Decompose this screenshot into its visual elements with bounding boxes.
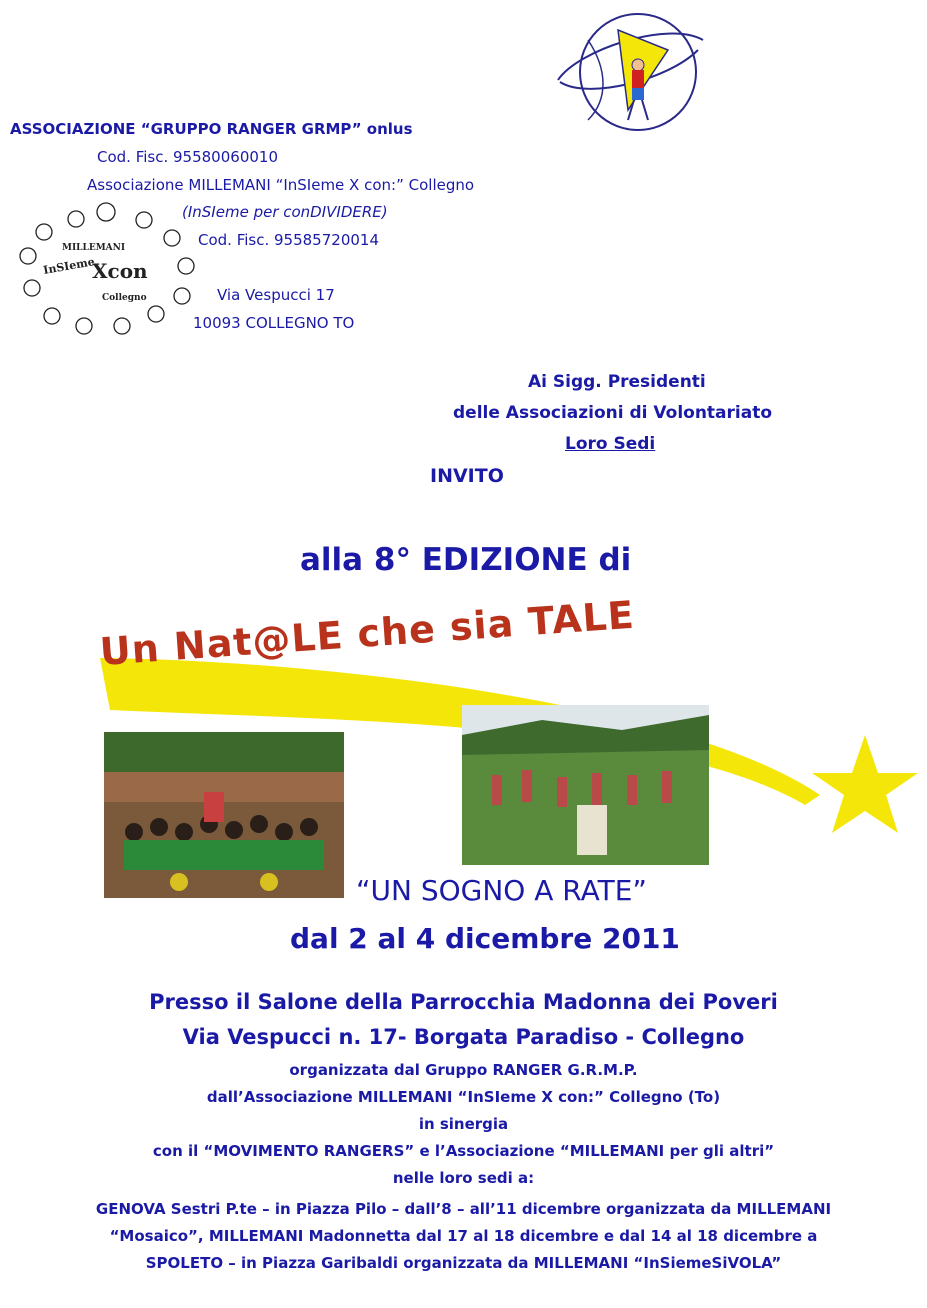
association-motto: (InSIeme per conDIVIDERE) xyxy=(182,203,388,221)
ranger-globe-logo xyxy=(548,10,708,135)
logo-collegno-text: Collegno xyxy=(102,293,147,303)
event-banner-title: Un Nat@LE che sia TALE xyxy=(98,592,637,674)
children-group-photo xyxy=(104,732,344,898)
organizer-line: in sinergia xyxy=(418,1115,509,1133)
tax-code-2: Cod. Fisc. 95585720014 xyxy=(198,231,379,249)
association-name: ASSOCIAZIONE “GRUPPO RANGER GRMP” onlus xyxy=(10,120,413,138)
outdoor-group-photo xyxy=(462,705,709,865)
invite-heading: INVITO xyxy=(430,465,504,487)
organizer-line: “Mosaico”, MILLEMANI Madonnetta dal 17 al 18 dicembre e dal 14 al 18 dicembre a xyxy=(109,1227,818,1245)
address-city: 10093 COLLEGNO TO xyxy=(193,314,355,332)
star-icon xyxy=(812,735,918,833)
venue-line-2: Via Vespucci n. 17- Borgata Paradiso - Collegno xyxy=(182,1025,745,1049)
organizer-line: con il “MOVIMENTO RANGERS” e l’Associazione “MILLEMANI per gli altri” xyxy=(152,1142,775,1160)
logo-insieme-text: InSIeme xyxy=(42,255,96,277)
logo-xcon-text: Xcon xyxy=(92,259,148,283)
organizer-line: SPOLETO – in Piazza Garibaldi organizzata da MILLEMANI “InSiemeSiVOLA” xyxy=(145,1254,782,1272)
association-name-2: Associazione MILLEMANI “InSIeme X con:” Collegno xyxy=(87,176,475,194)
event-title: “UN SOGNO A RATE” xyxy=(356,874,647,907)
recipient-line-2: delle Associazioni di Volontariato xyxy=(453,403,773,423)
organizer-line: dall’Associazione MILLEMANI “InSIeme X con:” Collegno (To) xyxy=(206,1088,721,1106)
recipient-line-1: Ai Sigg. Presidenti xyxy=(528,372,706,392)
event-dates: dal 2 al 4 dicembre 2011 xyxy=(290,922,680,955)
tax-code-1: Cod. Fisc. 95580060010 xyxy=(97,148,278,166)
organizer-line: organizzata dal Gruppo RANGER G.R.M.P. xyxy=(289,1061,638,1079)
address-street: Via Vespucci 17 xyxy=(217,286,335,304)
venue-line-1: Presso il Salone della Parrocchia Madonna dei Poveri xyxy=(149,990,778,1014)
organizer-line: nelle loro sedi a: xyxy=(392,1169,535,1187)
edition-heading: alla 8° EDIZIONE di xyxy=(300,542,632,578)
millemani-logo xyxy=(14,200,202,342)
logo-millemani-text: MILLEMANI xyxy=(62,243,126,253)
recipient-line-3: Loro Sedi xyxy=(565,434,656,454)
organizer-line: GENOVA Sestri P.te – in Piazza Pilo – dall’8 – all’11 dicembre organizzata da MILLEMANI xyxy=(95,1200,832,1218)
